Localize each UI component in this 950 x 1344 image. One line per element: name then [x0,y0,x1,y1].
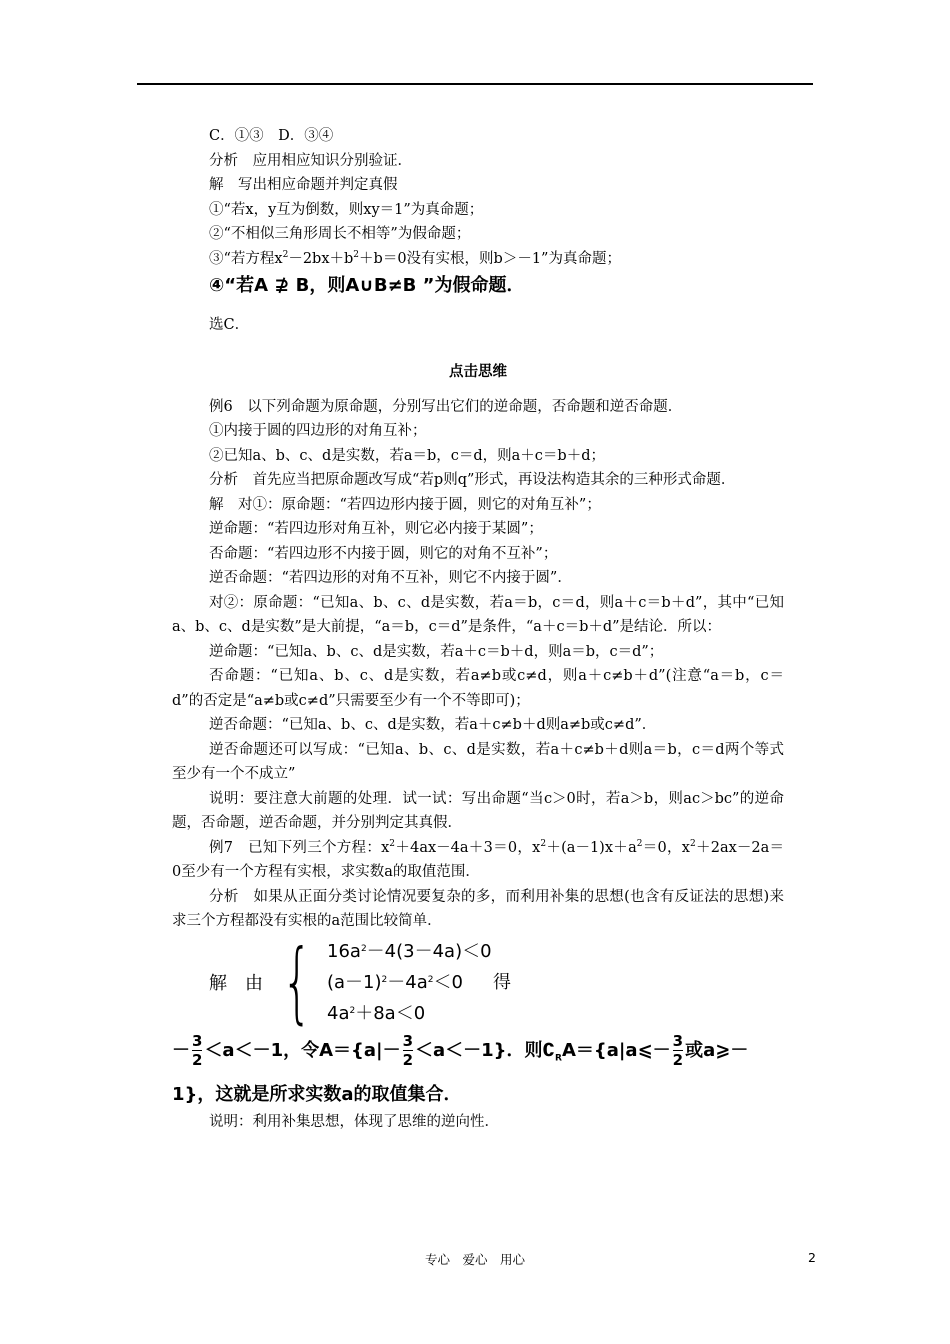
page-content [172,124,784,1135]
part-2-contrapositive: 逆否命题：“已知a、b、c、d是实数，若a＋c≠b＋d则a≠b或c≠d”． [209,717,657,733]
inequality-1: $16a^2-4(3-4a)<0$ [327,940,492,962]
item-4: ④“若A ⊉ B，则A∪B≠B ”为假命题． [209,275,525,296]
equations [327,936,511,1029]
left-brace: { [281,930,313,1033]
analysis-3: 分析 如果从正面分类讨论情况要复杂的多，而利用补集的思想(也含有反证法的思想)来求三个方程都没有实根的a范围比较简单． [172,888,784,929]
solution-label: 解 由 [209,973,263,994]
page-number: 2 [808,1250,816,1265]
section-title: 点击思维 [449,363,507,380]
note-1: 说明：要注意大前题的处理．试一试：写出命题“当c＞0时，若a＞b，则ac＞bc”的逆命题，否命题，逆否命题，并分别判定其真假． [172,790,784,831]
result-line-2: 1}，这就是所求实数a的取值集合． [172,1084,462,1106]
item-3: ③“若方程$x^2-2bx+b^2+b=0$没有实根，则b＞－1”为真命题； [209,249,621,267]
inequality-3: $4a^2+8a<0$ [327,1002,426,1024]
item-1: ①“若x，y互为倒数，则xy＝1”为真命题； [209,201,484,218]
example-7: 例7 已知下列三个方程：$x^2+4ax-4a+3=0$，$x^2+(a-1)x+a^2=0$，$x^2+2ax-2a=0$至少有一个方程有实根，求实数a的取值范围． [172,838,785,880]
example-6-a: ①内接于圆的四边形的对角互补； [209,423,427,439]
solution-2-original: 解 对①：原命题：“若四边形内接于圆，则它的对角互补”； [209,496,601,513]
example-6-b: ②已知a、b、c、d是实数，若a＝b，c＝d，则a＋c＝b＋d； [209,447,605,464]
note-2: 说明：利用补集思想，体现了思维的逆向性． [209,1114,499,1131]
analysis-2: 分析 首先应当把原命题改写成“若p则q”形式，再设法构造其余的三种形式命题． [209,472,736,488]
inequality-system [172,930,784,1033]
part-2-inverse: 否命题：“已知a、b、c、d是实数，若a≠b或c≠d，则a＋c≠b＋d”(注意“a＝b，c＝d”的否定是“a≠b或c≠d”只需要至少有一个不等即可)； [172,668,784,709]
solution-1: 解 写出相应命题并判定真假 [209,177,398,193]
fraction: $\frac{3}{2}$ [402,1032,414,1069]
header-rule [137,83,813,85]
inequality-2: $(a-1)^2-4a^2<0$ 得 [327,971,511,993]
fraction: $\frac{3}{2}$ [192,1032,203,1069]
example-6: 例6 以下列命题为原命题，分别写出它们的逆命题，否命题和逆否命题． [209,398,683,415]
fraction: $\frac{3}{2}$ [672,1032,684,1069]
footer-motto: 专心 爱心 用心 [424,1252,525,1267]
part-2-converse: 逆命题：“已知a、b、c、d是实数，若a＋c＝b＋d，则a＝b，c＝d”； [209,643,664,660]
choice-line: 选C． [209,317,250,333]
result-line-1: － $\frac{3}{2}$ ＜a＜－1，令A＝{a|－ $\frac{3}{2}$ ＜a＜－1}．则$∁_RA=\{a|a⩽-$ $\frac{3}{2}$ 或a⩾－ [172,1032,749,1069]
part-2-contrapositive-alt: 逆否命题还可以写成：“已知a、b、c、d是实数，若a＋c≠b＋d则a＝b，c＝d两个等式至少有一个不成立” [172,741,784,782]
solution-2-inverse: 否命题：“若四边形不内接于圆，则它的对角不互补”； [209,545,558,562]
analysis-1: 分析 应用相应知识分别验证． [209,152,412,169]
item-2: ②“不相似三角形周长不相等”为假命题； [209,226,471,242]
part-2-original: 对②：原命题：“已知a、b、c、d是实数，若a＝b，c＝d，则a＋c＝b＋d”，其中“已知a、b、c、d是实数”是大前提，“a＝b，c＝d”是条件，“a＋c＝b＋d”是结论．所以： [172,594,784,635]
solution-2-contrapositive: 逆否命题：“若四边形的对角不互补，则它不内接于圆”． [209,570,572,586]
solution-2-converse: 逆命题：“若四边形对角互补，则它必内接于某圆”； [209,521,543,537]
options-line: C．①③ D．③④ [209,128,334,144]
